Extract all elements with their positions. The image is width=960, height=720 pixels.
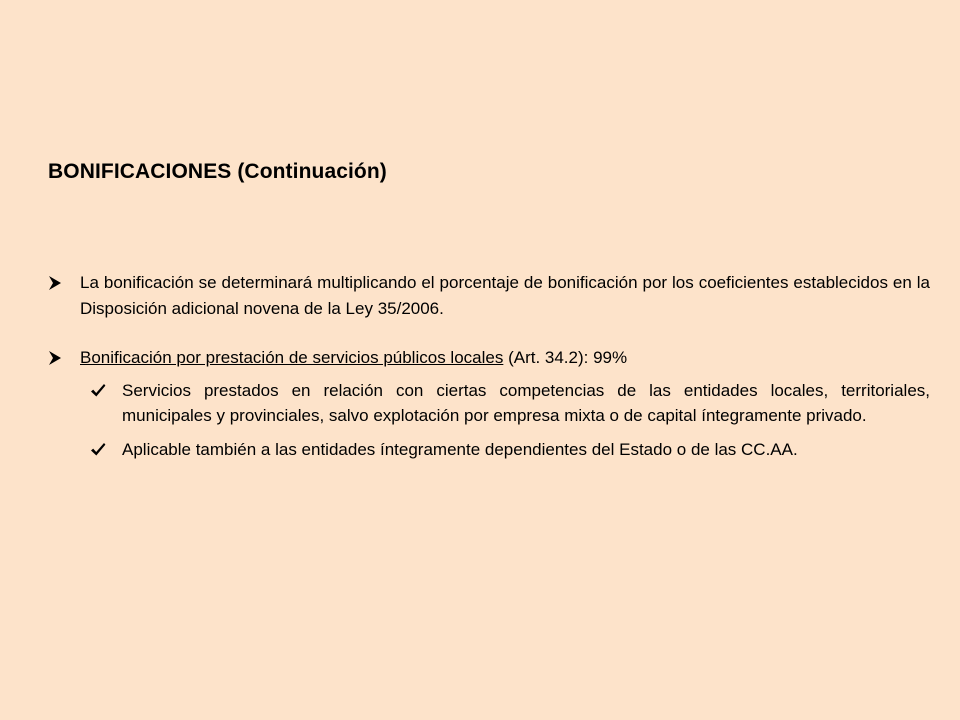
bullet-item — [48, 345, 930, 371]
slide-title: BONIFICACIONES (Continuación) — [48, 160, 387, 183]
checkmark-icon — [80, 437, 122, 463]
sub-item-text: Servicios prestados en relación con ciertas competencias de las entidades locales, territoriales, municipales y provinciales, salvo explotación por empresa mixta o de capital íntegramente privado. — [122, 380, 930, 425]
sub-list-item — [80, 437, 930, 463]
sub-item-text: Aplicable también a las entidades íntegramente dependientes del Estado o de las CC.AA. — [122, 439, 798, 459]
bullet-heading-suffix: (Art. 34.2): 99% — [503, 348, 628, 367]
sub-list-item — [80, 378, 930, 429]
slide-content — [48, 270, 930, 462]
arrow-bullet-icon — [48, 345, 80, 371]
sub-list — [48, 378, 930, 463]
bullet-text — [80, 345, 930, 371]
checkmark-icon — [80, 378, 122, 404]
arrow-bullet-icon — [48, 270, 80, 296]
bullet-text: La bonificación se determinará multiplicando el porcentaje de bonificación por los coeficientes establecidos en la Disposición adicional novena de la Ley 35/2006. — [80, 273, 930, 318]
bullet-heading: Bonificación por prestación de servicios públicos locales — [80, 348, 504, 367]
bullet-item — [48, 270, 930, 321]
